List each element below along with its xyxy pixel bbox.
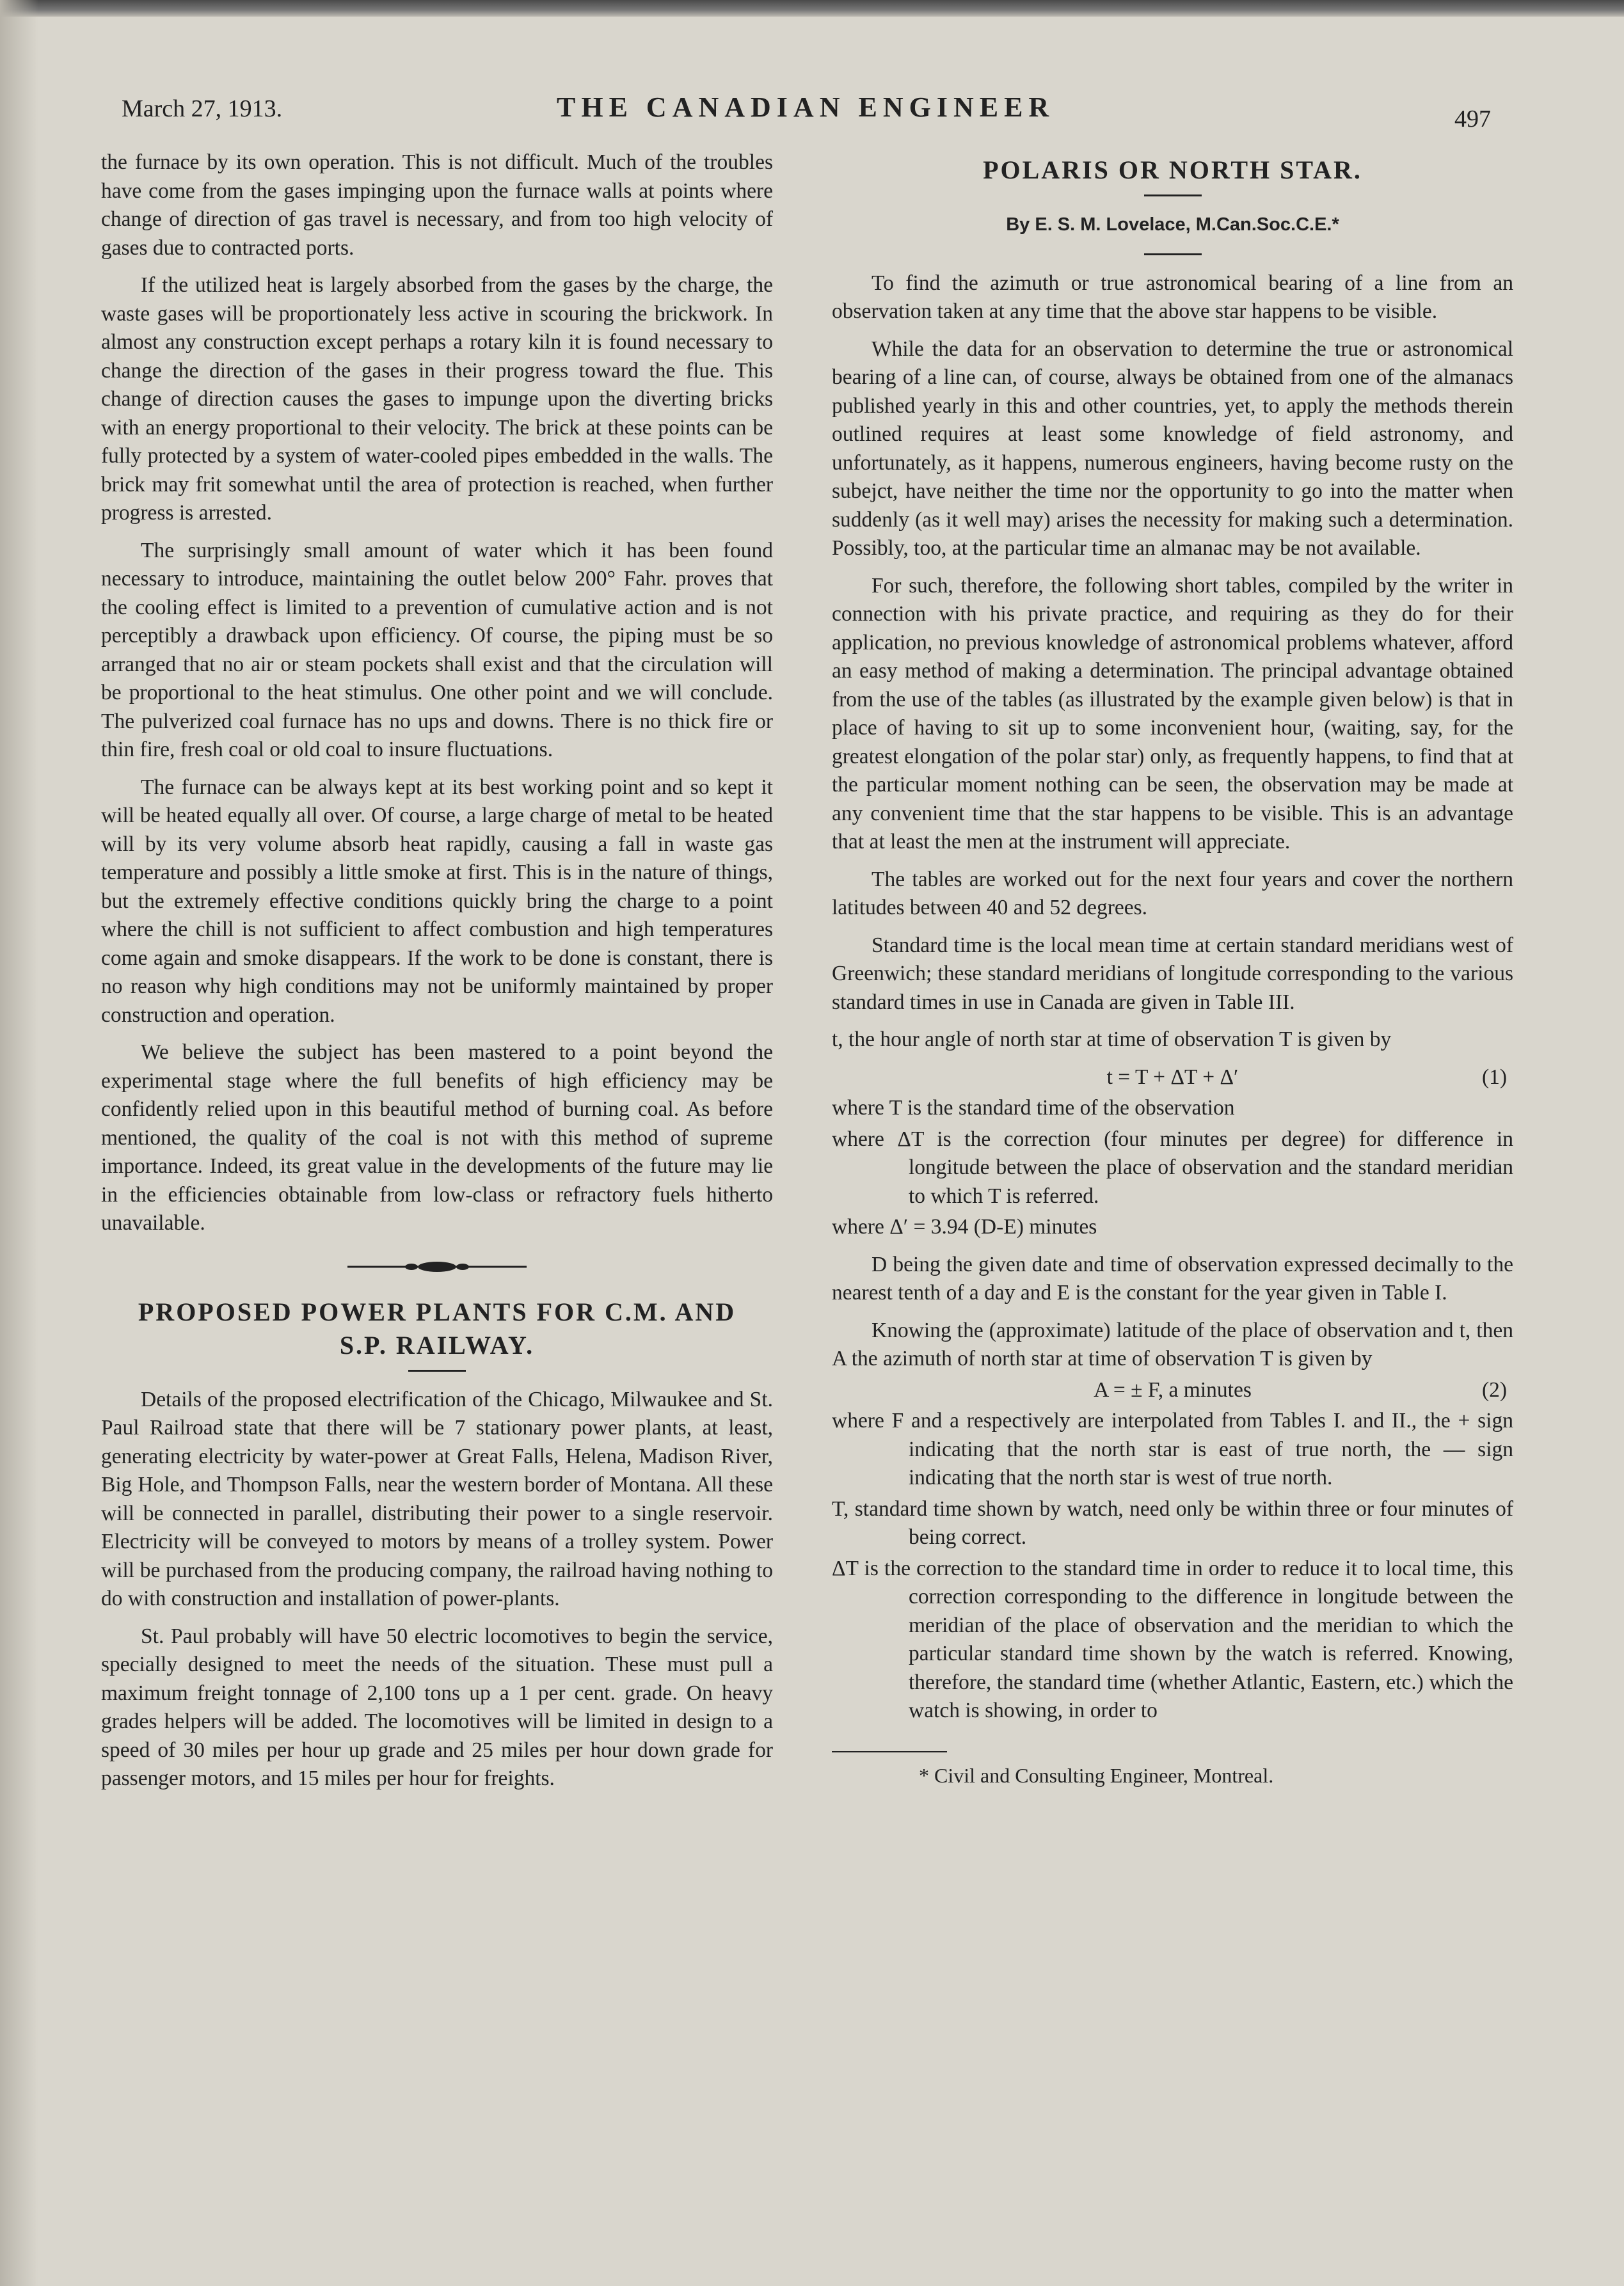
- paragraph: For such, therefore, the following short tables, compiled by the writer in connection with his private practice, and requiring as they do for their application, no previous knowledge of astronomical problems whatever, afford an easy method of making a determination. The principal advantage obtained from the use of the tables (as illustrated by the example given below) is that in place of having to sit up to some inconvenient hour, (waiting, say, for the greatest elongation of the polar star) only, as frequently happens, to find that at the particular moment nothing can be seen, the observation may be made at any convenient time that the star happens to be visible. This is an advantage that at least the men at the instrument will appreciate.: [832, 573, 1513, 853]
- equation-number: (2): [1481, 1377, 1507, 1402]
- formula-text: t = T + ΔT + Δ′: [1106, 1065, 1239, 1089]
- byline: By E. S. M. Lovelace, M.Can.Soc.C.E.*: [1006, 214, 1339, 235]
- paragraph: If the utilized heat is largely absorbed from the gases by the charge, the waste gases will be proportionately less active in scouring the brickwork. In almost any construction except perhaps a rotary kiln it is found necessary to change the direction of the gases in their progress toward the flue. This change of direction causes the gases to impunge upon the diverting bricks with an energy proportional to their velocity. The brick at these points can be fully protected by a system of water-cooled pipes embedded in the walls. The brick may frit somewhat until the area of protection is reached, when further progress is arrested.: [101, 273, 773, 525]
- article-title-line1: PROPOSED POWER PLANTS FOR C.M. AND: [138, 1297, 736, 1326]
- paragraph: To find the azimuth or true astronomical bearing of a line from an observation taken at any time that the above star happens to be visible.: [832, 271, 1513, 323]
- article-title: POLARIS OR NORTH STAR.: [983, 155, 1362, 184]
- paragraph: The tables are worked out for the next four years and cover the northern latitudes between 40 and 52 degrees.: [832, 867, 1513, 919]
- article-title-line2: S.P. RAILWAY.: [339, 1330, 535, 1360]
- paragraph: the furnace by its own operation. This is not difficult. Much of the troubles have come from the gases impinging upon the furnace walls at points where change of direction of gas travel is necessary, and from too high velocity of gases due to contracted ports.: [101, 150, 773, 260]
- definition: where T is the standard time of the observation: [832, 1096, 1235, 1120]
- formula-2: [832, 1376, 1513, 1405]
- book-edge: [0, 0, 1624, 17]
- formula-1: [832, 1063, 1513, 1092]
- byline-rule: [1144, 253, 1202, 255]
- paragraph: While the data for an observation to determine the true or astronomical bearing of a line can, of course, always be obtained from one of the almanacs published yearly in this and other countries, yet, to apply the methods therein outlined requires at least some knowledge of field astronomy, and unfortunately, as it happens, numerous engineers, having become rusty on the subejct, have neither the time nor the opportunity to go into the matter when suddenly (as it well may) arises the necessity for making such a determination. Possibly, too, at the particular time an almanac may be not available.: [832, 337, 1513, 560]
- equation-number: (1): [1481, 1065, 1507, 1089]
- journal-title: THE CANADIAN ENGINEER: [557, 91, 1055, 123]
- page-number: 497: [1454, 106, 1491, 132]
- footnote-rule: [832, 1751, 947, 1752]
- footnote: * Civil and Consulting Engineer, Montreal.: [919, 1763, 1274, 1787]
- formula-text: A = ± F, a minutes: [1094, 1377, 1252, 1402]
- paragraph: We believe the subject has been mastered to a point beyond the experimental stage where the full benefits of high efficiency may be confidently relied upon in this beautiful method of burning coal. As before mentioned, the quality of the coal is not with this method of supreme importance. Indeed, its great value in the developments of the future may lie in the efficiencies obtainable from low-class or refractory fuels hitherto unavailable.: [101, 1040, 773, 1235]
- definition: where ΔT is the correction (four minutes per degree) for difference in longitude between the place of observation and the standard meridian to which T is referred.: [832, 1127, 1513, 1208]
- paragraph: t, the hour angle of north star at time of observation T is given by: [832, 1028, 1392, 1051]
- definition: T, standard time shown by watch, need only be within three or four minutes of being correct.: [832, 1496, 1513, 1549]
- left-column: [101, 148, 773, 1802]
- right-column: [832, 148, 1513, 1798]
- definition: where Δ′ = 3.94 (D-E) minutes: [832, 1215, 1097, 1239]
- paragraph: D being the given date and time of observation expressed decimally to the nearest tenth of a day and E is the constant for the year given in Table I.: [832, 1252, 1513, 1305]
- paragraph: St. Paul probably will have 50 electric locomotives to begin the service, specially designed to meet the needs of the situation. These must pull a maximum freight tonnage of 2,100 tons up a 1 per cent. grade. On heavy grades helpers will be added. The locomotives will be limited in design to a speed of 30 miles per hour up grade and 25 miles per hour down grade for passenger motors, and 15 miles per hour for freights.: [101, 1624, 773, 1790]
- paragraph: The furnace can be always kept at its best working point and so kept it will be heated equally all over. Of course, a large charge of metal to be heated will by its very volume absorb heat rapidly, causing a fall in waste gas temperature and possibly a little smoke at first. This is in the nature of things, but the extremely effective conditions quickly bring the charge to a point where the chill is not sufficient to affect combustion and high temperatures come again and smoke disappears. If the work to be done is constant, there is no reason why high conditions may not be uniformly maintained by proper construction and operation.: [101, 775, 773, 1027]
- paragraph: The surprisingly small amount of water which it has been found necessary to introduce, maintaining the outlet below 200° Fahr. proves that the cooling effect is limited to a prevention of cumulative action and is not perceptibly a drawback upon efficiency. Of course, the piping must be so arranged that no air or steam pockets shall exist and that the circulation will be proportional to the heat stimulus. One other point and we will conclude. The pulverized coal furnace has no ups and downs. There is no thick fire or thin fire, fresh coal or old coal to insure fluctuations.: [101, 538, 773, 761]
- gutter-shadow: [0, 0, 38, 2286]
- paragraph: Knowing the (approximate) latitude of the place of observation and t, then A the azimuth of north star at time of observation T is given by: [832, 1318, 1513, 1370]
- title-rule: [408, 1370, 466, 1372]
- definition: ΔT is the correction to the standard time in order to reduce it to local time, this correction corresponding to the difference in longitude between the meridian of the place of observation and the meridian to which the particular standard time shown by the watch is referred. Knowing, therefore, the standard time (whether Atlantic, Eastern, etc.) which the watch is showing, in order to: [832, 1556, 1513, 1722]
- running-header: [122, 90, 1517, 134]
- paragraph: Details of the proposed electrification of the Chicago, Milwaukee and St. Paul Railroad state that there will be 7 stationary power plants, at least, generating electricity by water-power at Great Falls, Helena, Madison River, Big Hole, and Thompson Falls, near the western border of Montana. All these will be connected in parallel, distributing their power to a single reservoir. Electricity will be conveyed to motors by means of a trolley system. Power will be purchased from the producing company, the railroad having nothing to do with construction and installation of power-plants.: [101, 1387, 773, 1610]
- paragraph: Standard time is the local mean time at certain standard meridians west of Greenwich; these standard meridians of longitude corresponding to the various standard times in use in Canada are given in Table III.: [832, 933, 1513, 1014]
- definition: where F and a respectively are interpolated from Tables I. and II., the + sign indicating that the north star is east of true north, the — sign indicating that the north star is west of true north.: [832, 1409, 1513, 1489]
- ornament-divider-icon: [341, 1257, 533, 1276]
- article-title: [101, 1296, 773, 1362]
- header-date: March 27, 1913.: [122, 95, 283, 122]
- title-rule: [1144, 194, 1202, 196]
